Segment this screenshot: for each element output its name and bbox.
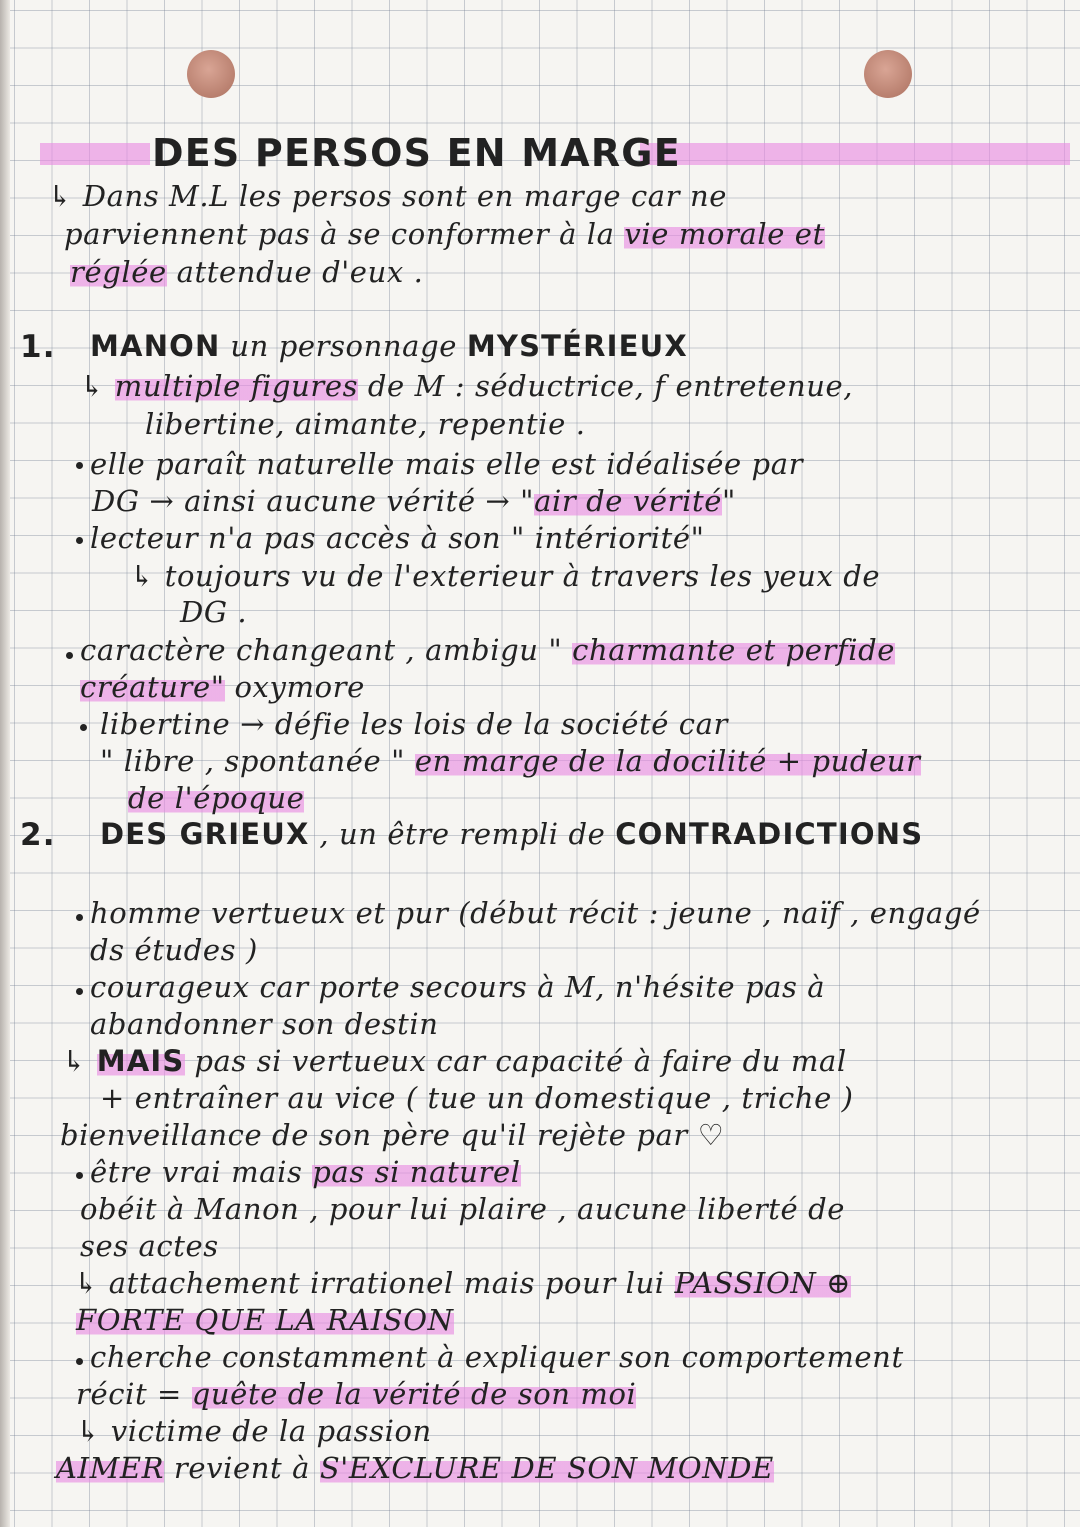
binder-hole-left [187, 50, 235, 98]
highlight-air-de-verite: air de vérité [534, 484, 722, 518]
highlight-aimer: AIMER [56, 1451, 165, 1485]
s2-line-12 [76, 1303, 454, 1337]
highlight-reglee: réglée [70, 255, 167, 289]
s2-line-1: homme vertueux et pur (début récit : jeune , naïf , engagé [90, 896, 981, 930]
s2-line-13: cherche constamment à expliquer son comportement [90, 1340, 904, 1374]
section-2-title: DES GRIEUX , un être rempli de CONTRADICTIONS [100, 817, 924, 851]
bullet [76, 1172, 83, 1179]
s2-line-11: ↳ attachement irrationel mais pour lui PASSION ⊕ [74, 1266, 852, 1300]
bullet [76, 988, 83, 995]
s1-line-10: libertine → défie les lois de la société car [100, 707, 728, 741]
s1-line-6: ↳ toujours vu de l'exterieur à travers les yeux de [130, 559, 881, 593]
highlight-quete: quête de la vérité de son moi [191, 1377, 637, 1411]
s2-line-16: AIMER revient à S'EXCLURE DE SON MONDE [56, 1451, 774, 1485]
s2-line-7: bienveillance de son père qu'il rejète par ♡ [60, 1118, 725, 1152]
highlight-mais: MAIS [96, 1044, 185, 1078]
intro-line-2: parviennent pas à se conformer à la vie morale et [64, 217, 825, 251]
section-2-number: 2. [20, 817, 56, 853]
highlight-pas-si-naturel: pas si naturel [312, 1155, 521, 1189]
s1-line-9: créature" oxymore [80, 670, 365, 704]
s2-line-10: ses actes [80, 1229, 219, 1263]
page-title: DES PERSOS EN MARGE [152, 131, 681, 175]
s1-line-3: elle paraît naturelle mais elle est idéalisée par [90, 447, 804, 481]
title-highlight-left [40, 143, 150, 165]
section-1-number: 1. [20, 329, 56, 365]
s2-line-15: ↳ victime de la passion [76, 1414, 432, 1448]
s2-line-6: + entraîner au vice ( tue un domestique , triche ) [100, 1081, 854, 1115]
s2-line-3: courageux car porte secours à M, n'hésite pas à [90, 970, 826, 1004]
highlight-vie-morale: vie morale et [624, 217, 825, 251]
title-highlight-right [640, 143, 1070, 165]
highlight-s-exclure: S'EXCLURE DE SON MONDE [319, 1451, 774, 1485]
s1-line-8: caractère changeant , ambigu " charmante et perfide [80, 633, 896, 667]
highlight-passion: PASSION ⊕ [674, 1266, 852, 1300]
highlight-forte: FORTE QUE LA RAISON [76, 1303, 454, 1337]
bullet [76, 914, 83, 921]
s2-line-8: être vrai mais pas si naturel [90, 1155, 521, 1189]
s1-line-1: ↳ multiple figures de M : séductrice, f entretenue, [80, 369, 854, 403]
bullet [76, 1358, 83, 1365]
s1-line-2: libertine, aimante, repentie . [145, 407, 586, 441]
highlight-charmante: charmante et perfide [572, 633, 896, 667]
s2-line-5: ↳ MAIS pas si vertueux car capacité à faire du mal [62, 1044, 847, 1078]
binder-hole-right [864, 50, 912, 98]
bullet [66, 652, 73, 659]
s1-line-11: " libre , spontanée " en marge de la docilité + pudeur [100, 744, 921, 778]
page-edge [0, 0, 10, 1527]
s2-line-9: obéit à Manon , pour lui plaire , aucune liberté de [80, 1192, 846, 1226]
bullet [76, 537, 83, 544]
highlight-en-marge: en marge de la docilité + pudeur [414, 744, 921, 778]
section-1-title: MANON un personnage MYSTÉRIEUX [90, 329, 688, 363]
bullet [76, 462, 83, 469]
s1-line-7: DG . [180, 595, 248, 629]
s1-line-5: lecteur n'a pas accès à son " intériorité" [90, 521, 705, 555]
s2-line-2: ds études ) [90, 933, 258, 967]
s1-line-4: DG → ainsi aucune vérité → "air de vérité" [92, 484, 736, 518]
s1-line-12: de l'époque [128, 781, 305, 815]
s2-line-4: abandonner son destin [90, 1007, 439, 1041]
intro-line-3: réglée attendue d'eux . [70, 255, 424, 289]
bullet [80, 724, 87, 731]
intro-line-1: ↳ Dans M.L les persos sont en marge car ne [48, 179, 728, 213]
arrow-marker: ↳ [48, 179, 73, 213]
s2-line-14: récit = quête de la vérité de son moi [76, 1377, 637, 1411]
